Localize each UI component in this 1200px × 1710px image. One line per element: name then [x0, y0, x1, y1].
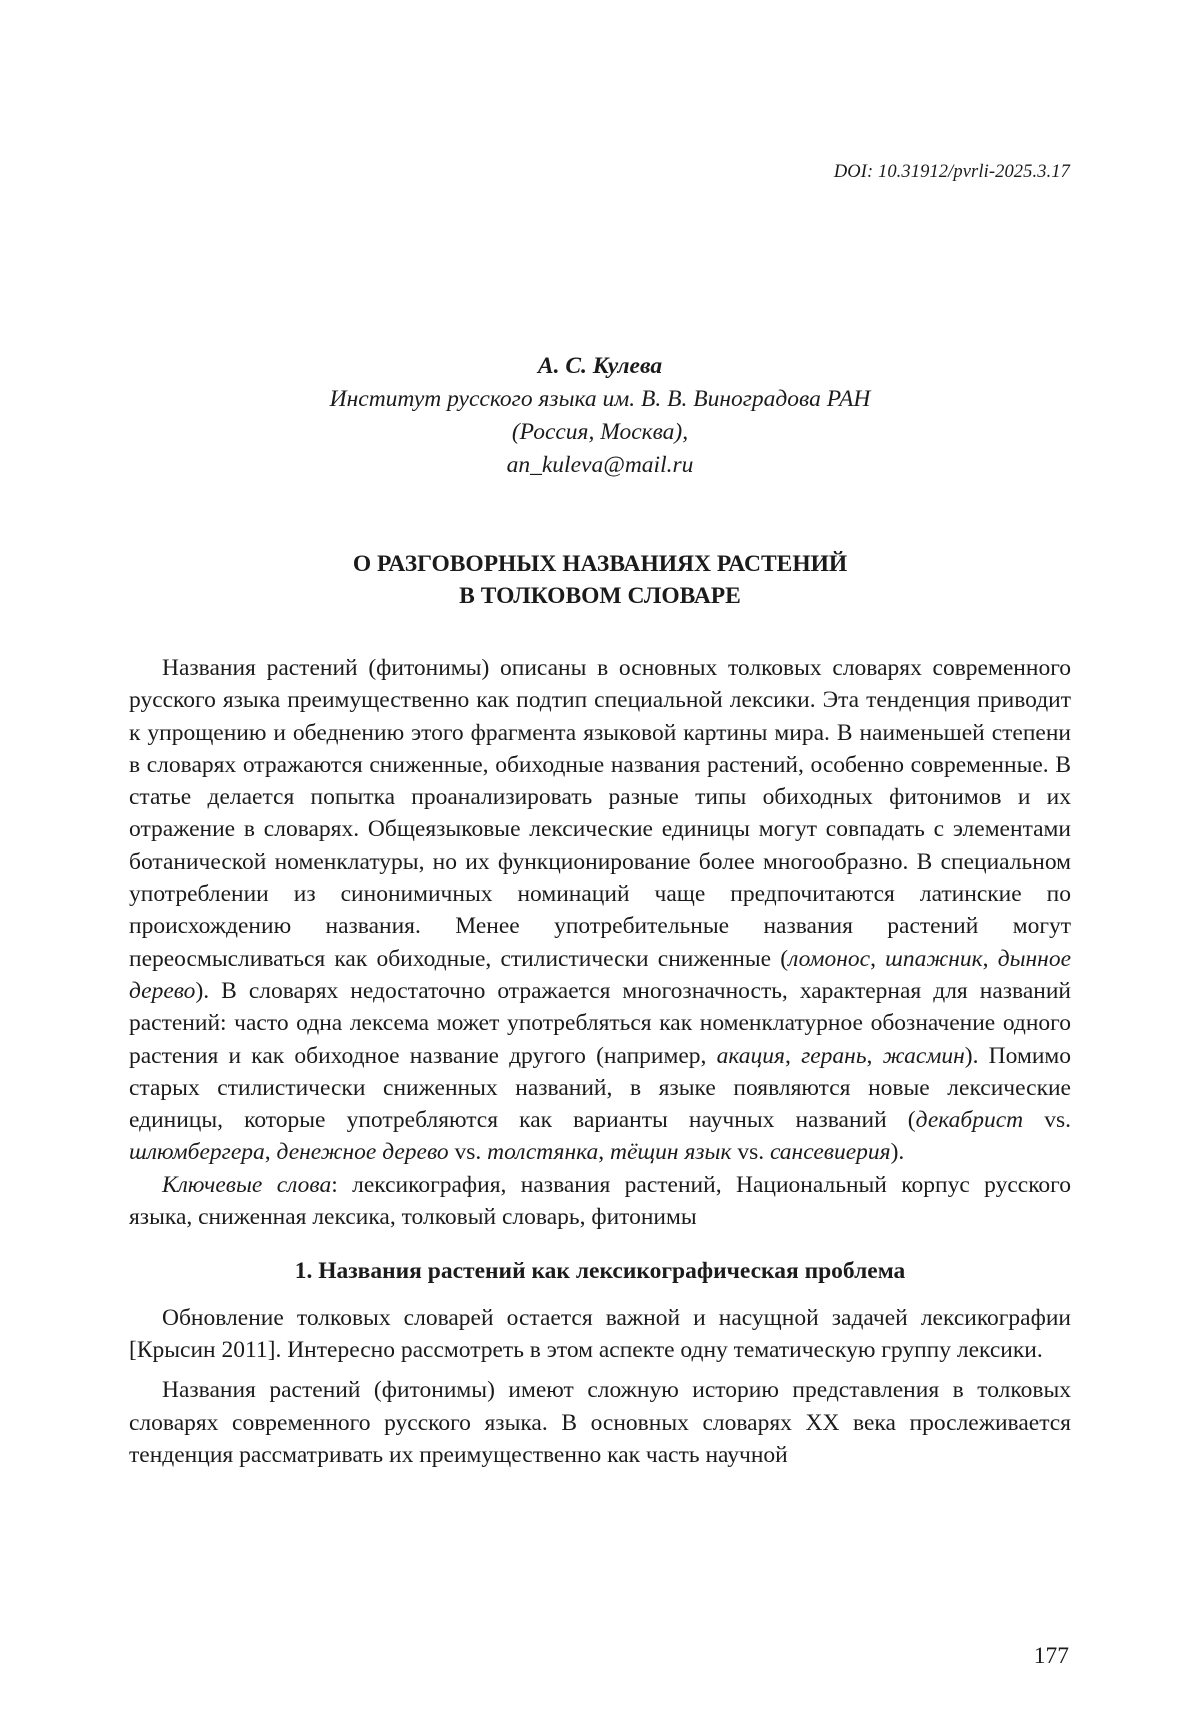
author-name: А. С. Кулева: [537, 353, 663, 379]
section-paragraph-1: Обновление толковых словарей остается важной и насущной задачей лексикографии [Крысин 2011]. Интересно рассмотреть в этом аспекте одну тематическую группу лексики.: [129, 1304, 1071, 1363]
example-term: герань: [801, 1042, 867, 1069]
example-term: шпажник: [885, 945, 983, 972]
example-term: декабрист: [915, 1107, 1024, 1134]
abstract-paragraph: Названия растений (фитонимы) описаны в основных толковых словарях современного русского языка преимущественно как подтип специальной лексики. Эта тенденция приводит к упрощению и обеднению этого фрагмента языковой картины мира. В наименьшей степени в словарях отражаются сниженные, обиходные названия растений, особенно современные. В статье делается попытка проанализировать разные типы обиходных фитонимов и их отражение в словарях. Общеязыковые лексические единицы могут совпадать с элементами ботанической номенклатуры, но их функционирование более многообразно. В специальном употреблении из синонимичных номинаций чаще предпочитаются латинские по происхождению названия. Менее употребительные названия растений могут переосмысливаться как обиходные, стилистически сниженные (ломонос, шпажник, дынное дерево). В словарях недостаточно отражается многозначность, характерная для названий растений: часто одна лексема может употребляться как номенклатурное обозначение одного растения и как обиходное название другого (например, акация, герань, жасмин). Помимо старых стилистически сниженных названий, в языке появляются новые лексические единицы, которые употребляются как варианты научных названий (декабрист vs. шлюмбергера, денежное дерево vs. толстянка, тёщин язык vs. сансевиерия).: [129, 655, 1072, 1166]
example-term: денежное дерево: [276, 1139, 449, 1166]
article-title: [0, 548, 1200, 612]
example-term: жасмин: [882, 1042, 965, 1069]
title-line-1: О РАЗГОВОРНЫХ НАЗВАНИЯХ РАСТЕНИЙ: [352, 551, 848, 577]
example-term: тёщин язык: [610, 1139, 732, 1166]
example-term: сансевиерия: [769, 1139, 891, 1166]
author-location: (Россия, Москва),: [511, 419, 689, 445]
article-body: [129, 652, 1071, 1471]
example-term: дынное дерево: [129, 945, 1072, 1004]
author-email: an_kuleva@mail.ru: [506, 452, 694, 478]
page-number: 177: [1033, 1643, 1069, 1669]
example-term: ломонос: [788, 945, 871, 972]
author-block: [0, 350, 1200, 482]
doi-header: DOI: 10.31912/pvrli-2025.3.17: [833, 162, 1070, 182]
title-line-2: В ТОЛКОВОМ СЛОВАРЕ: [459, 583, 741, 609]
keywords-paragraph: [129, 1169, 1071, 1234]
example-term: акация: [716, 1042, 785, 1069]
example-term: толстянка: [487, 1139, 599, 1166]
keywords-label: Ключевые слова: [162, 1171, 332, 1198]
keywords-list: : лексикография, названия растений, Национальный корпус русского языка, сниженная лексика, толковый словарь, фитонимы: [129, 1171, 1071, 1231]
author-affiliation: Институт русского языка им. В. В. Виноградова РАН: [329, 386, 871, 412]
section-heading: 1. Названия растений как лексикографическая проблема: [294, 1258, 906, 1285]
section-paragraph-2: Названия растений (фитонимы) имеют сложную историю представления в толковых словарях современного русского языка. В основных словарях XX века прослеживается тенденция рассматривать их преимущественно как часть научной: [129, 1377, 1071, 1468]
example-term: шлюмбергера: [129, 1139, 265, 1166]
